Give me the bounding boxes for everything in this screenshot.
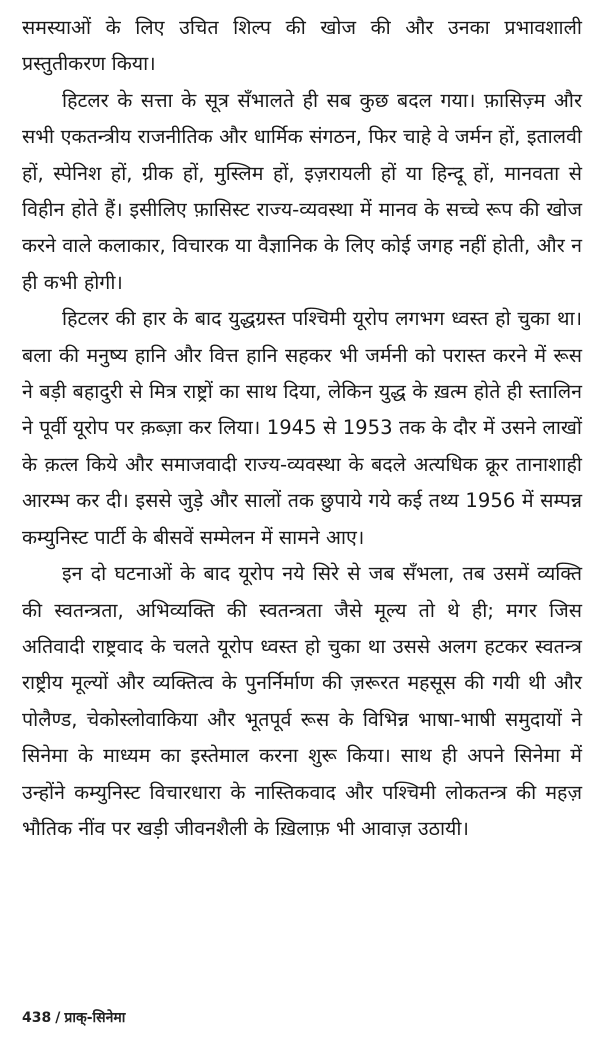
page-footer xyxy=(22,1008,125,1027)
paragraph-post-war-europe: हिटलर की हार के बाद युद्धग्रस्त पश्चिमी यूरोप लगभग ध्वस्त हो चुका था। बला की मनुष्य हानि और वित्त हानि सहकर भी जर्मनी को परास्त करने में रूस ने बड़ी बहादुरी से मित्र राष्ट्रों का साथ दिया, लेकिन युद्ध के ख़त्म होते ही स्तालिन ने पूर्वी यूरोप पर क़ब्ज़ा कर लिया। 1945 से 1953 तक के दौर में उसने लाखों के क़त्ल किये और समाजवादी राज्य-व्यवस्था के बदले अत्यधिक क्रूर तानाशाही आरम्भ कर दी। इससे जुड़े और सालों तक छुपाये गये कई तथ्य 1956 में सम्पन्न कम्युनिस्ट पार्टी के बीसवें सम्मेलन में सामने आए। xyxy=(22,307,582,549)
page-body xyxy=(22,10,582,847)
paragraph-european-cinema: इन दो घटनाओं के बाद यूरोप नये सिरे से जब सँभला, तब उसमें व्यक्ति की स्वतन्त्रता, अभिव्यक्ति की स्वतन्त्रता जैसे मूल्य तो थे ही; मगर जिस अतिवादी राष्ट्रवाद के चलते यूरोप ध्वस्त हो चुका था उससे अलग हटकर स्वतन्त्र राष्ट्रीय मूल्यों और व्यक्तित्व के पुनर्निर्माण की ज़रूरत महसूस की गयी थी और पोलैण्ड, चेकोस्लोवाकिया और भूतपूर्व रूस के विभिन्न भाषा-भाषी समुदायों ने सिनेमा के माध्यम का इस्तेमाल करना शुरू किया। साथ ही अपने सिनेमा में उन्होंने कम्युनिस्ट विचारधारा के नास्तिकवाद और पश्चिमी लोकतन्त्र की महज़ भौतिक नींव पर खड़ी जीवनशैली के ख़िलाफ़ भी आवाज़ उठायी। xyxy=(22,562,582,840)
footer-separator: / xyxy=(55,1010,61,1026)
paragraph-hitler-fascism: हिटलर के सत्ता के सूत्र सँभालते ही सब कुछ बदल गया। फ़ासिज़्म और सभी एकतन्त्रीय राजनीतिक और धार्मिक संगठन, फिर चाहे वे जर्मन हों, इतालवी हों, स्पेनिश हों, ग्रीक हों, मुस्लिम हों, इज़रायली हों या हिन्दू हों, मानवता से विहीन होते हैं। इसीलिए फ़ासिस्ट राज्य-व्यवस्था में मानव के सच्चे रूप की खोज करने वाले कलाकार, विचारक या वैज्ञानिक के लिए कोई जगह नहीं होती, और न ही कभी होगी। xyxy=(22,88,582,294)
running-title: प्राक्-सिनेमा xyxy=(64,1010,126,1026)
paragraph-continued: समस्याओं के लिए उचित शिल्प की खोज की और उनका प्रभावशाली प्रस्तुतीकरण किया। xyxy=(22,16,582,76)
page-number: 438 xyxy=(22,1010,52,1026)
